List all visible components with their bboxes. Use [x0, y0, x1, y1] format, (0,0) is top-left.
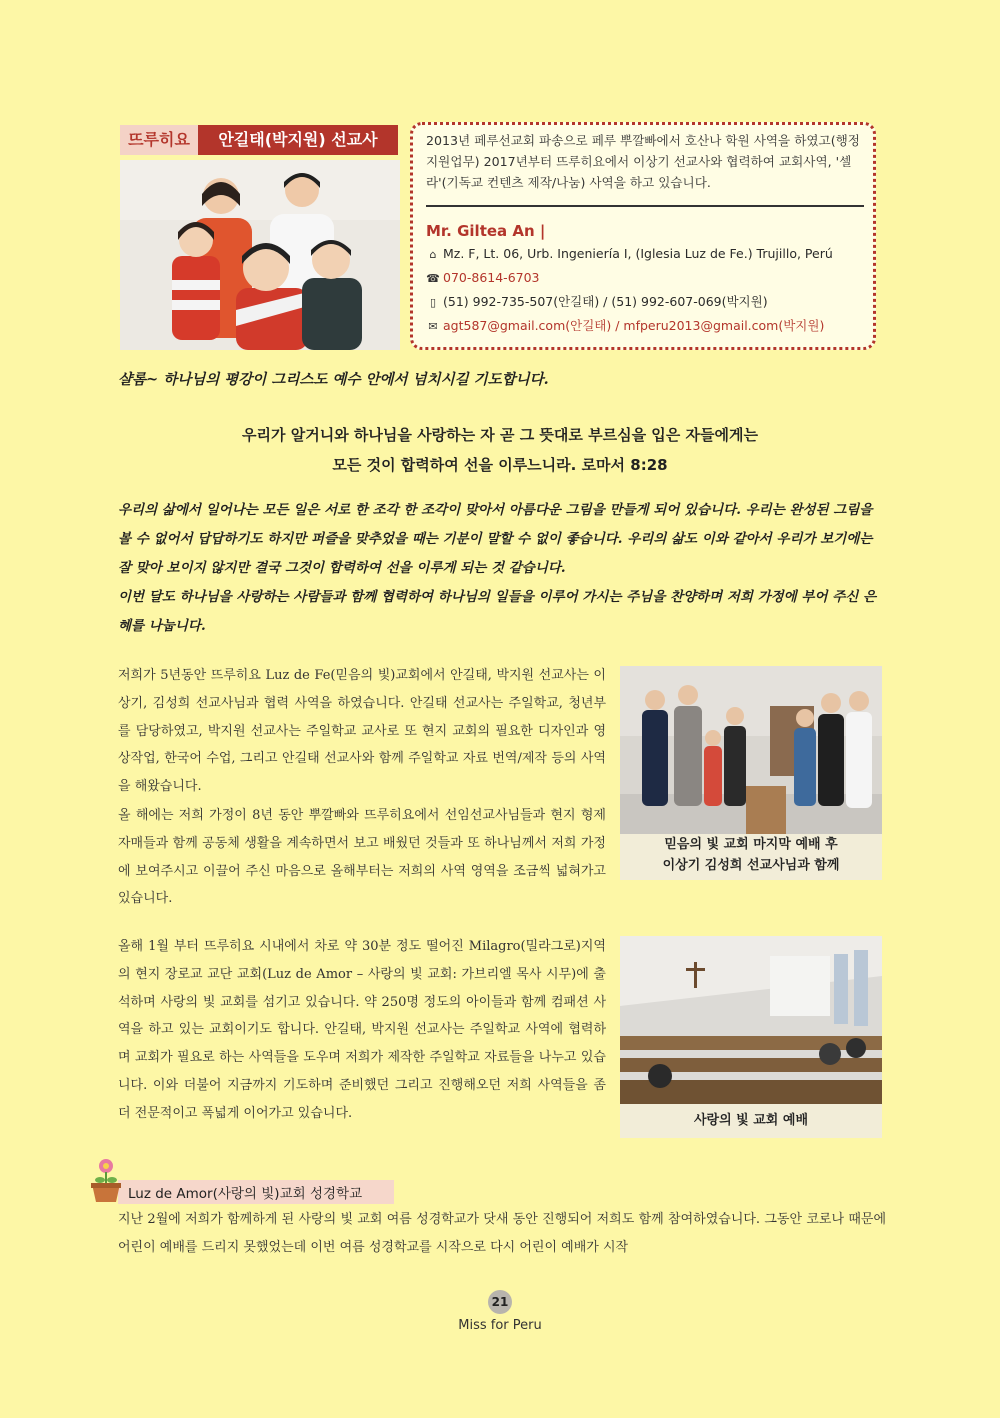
- paragraph-1: 저희가 5년동안 뜨루히요 Luz de Fe(믿음의 빛)교회에서 안길태, 박지원 선교사는 이상기, 김성희 선교사님과 협력 사역을 하였습니다. 안길태 선교사는 주일학교, 청년부를 담당하였고, 박지원 선교사는 주일학교 교사로 또 현지 교회의 필요한 디자인과 영상작업, 한국어 수업, 그리고 안길태 선교사와 함께 주일학교 자료 번역/제작 등의 사역을 해왔습니다.: [118, 668, 606, 795]
- contact-mobile-row: [426, 292, 768, 313]
- contact-email-row: [426, 316, 824, 337]
- contact-mobile: (51) 992-735-507(안길태) / (51) 992-607-069(박지원): [443, 294, 768, 309]
- contact-phone-row: [426, 268, 540, 289]
- home-icon: ⌂: [429, 248, 437, 261]
- handwritten-paragraph-1: 우리의 삶에서 일어나는 모든 일은 서로 한 조각 한 조각이 맞아서 아름다운 그림을 만들게 되어 있습니다. 우리는 완성된 그림을 볼 수 없어서 답답하기도 하지만 퍼즐을 맞추었을 때는 기분이 말할 수 없이 좋습니다. 우리의 삶도 이와 같아서 우리가 보기에는 잘 맞아 보이지 않지만 결국 그것이 합력하여 선을 이루게 되는 것 같습니다.: [118, 502, 873, 576]
- missionary-name-tag: 안길태(박지원) 선교사: [198, 125, 398, 155]
- contact-address-row: [426, 244, 833, 265]
- photo-2-caption: 사랑의 빛 교회 예배: [693, 1113, 809, 1128]
- handwritten-paragraph-2: 이번 달도 하나님을 사랑하는 사람들과 함께 협력하여 하나님의 일들을 이루어 가시는 주님을 찬양하며 저희 가정에 부어 주신 은혜를 나눕니다.: [118, 589, 877, 634]
- family-photo: [120, 160, 400, 350]
- photo-1-caption: [620, 834, 882, 876]
- church-group-photo: [620, 666, 882, 834]
- flower-pot-icon: [88, 1156, 124, 1204]
- paragraph-2: 올 해에는 저희 가정이 8년 동안 뿌깔빠와 뜨루히요에서 선임선교사님들과 현지 형제 자매들과 함께 공동체 생활을 계속하면서 보고 배웠던 것들과 또 하나님께서 저희 가정에 보여주시고 이끌어 주신 마음으로 올해부터는 저희의 사역 영역을 조금씩 넓혀가고 있습니다.: [118, 808, 606, 907]
- region-tag: 뜨루히요: [120, 125, 198, 155]
- footer-title: Miss for Peru: [458, 1318, 542, 1333]
- contact-phone: 070-8614-6703: [443, 270, 540, 285]
- mail-icon: ✉: [428, 320, 438, 333]
- verse-line-2: 모든 것이 합력하여 선을 이루느니라. 로마서 8:28: [332, 456, 668, 474]
- photo-1-caption-line-1: 믿음의 빛 교회 마지막 예배 후: [664, 837, 838, 852]
- photo-1-caption-line-2: 이상기 김성희 선교사님과 함께: [662, 858, 840, 873]
- page-number: 21: [488, 1290, 512, 1314]
- mobile-icon: ▯: [429, 296, 437, 309]
- section-title: Luz de Amor(사랑의 빛)교회 성경학교: [128, 1186, 363, 1202]
- contact-email-1[interactable]: agt587@gmail.com(안길태) /: [443, 318, 624, 333]
- contact-name: Mr. Giltea An |: [426, 222, 546, 240]
- photo-card-1: [620, 666, 882, 880]
- missionary-intro: 2013년 페루선교회 파송으로 페루 뿌깔빠에서 호산나 학원 사역을 하였고(행정지원업무) 2017년부터 뜨루히요에서 이상기 선교사와 협력하여 교회사역, '셀라'(기독교 컨텐츠 제작/나눔) 사역을 하고 있습니다.: [426, 133, 860, 190]
- phone-icon: ☎: [426, 272, 440, 285]
- contact-address: Mz. F, Lt. 06, Urb. Ingeniería I, (Iglesia Luz de Fe.) Trujillo, Perú: [443, 246, 833, 261]
- divider: [426, 205, 864, 207]
- paragraph-3: 올해 1월 부터 뜨루히요 시내에서 차로 약 30분 정도 떨어진 Milagro(밀라그로)지역의 현지 장로교 교단 교회(Luz de Amor – 사랑의 빛 교회: 가브리엘 목사 시무)에 출석하며 사랑의 빛 교회를 섬기고 있습니다. 약 250명 정도의 아이들과 함께 컴패션 사역을 하고 있는 교회이기도 합니다. 안길태, 박지원 선교사는 주일학교 사역에 협력하며 교회가 필요로 하는 사역들을 도우며 저희가 제작한 주일학교 자료들을 나누고 있습니다. 이와 더불어 지금까지 기도하며 준비했던 그리고 진행해오던 저희 사역들을 좀 더 전문적이고 폭넓게 이어가고 있습니다.: [118, 939, 606, 1121]
- church-service-photo: [620, 936, 882, 1104]
- photo-card-2: [620, 936, 882, 1138]
- paragraph-4: 지난 2월에 저희가 함께하게 된 사랑의 빛 교회 여름 성경학교가 닷새 동안 진행되어 저희도 함께 참여하였습니다. 그동안 코로나 때문에 어린이 예배를 드리지 못했었는데 이번 여름 성경학교를 시작으로 다시 어린이 예배가 시작: [118, 1212, 886, 1255]
- contact-email-2[interactable]: mfperu2013@gmail.com(박지원): [623, 318, 825, 333]
- bible-verse: [118, 420, 882, 480]
- greeting: 샬롬~ 하나님의 평강이 그리스도 예수 안에서 넘치시길 기도합니다.: [118, 371, 549, 388]
- verse-line-1: 우리가 알거니와 하나님을 사랑하는 자 곧 그 뜻대로 부르심을 입은 자들에게는: [242, 426, 758, 444]
